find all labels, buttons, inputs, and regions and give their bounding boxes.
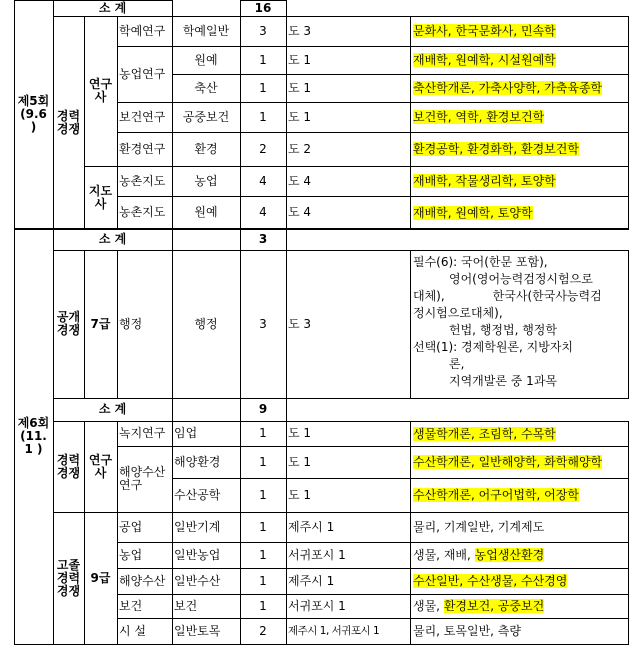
cell-r6-h-s3: [410, 568, 628, 594]
cell-r6-car-grade: [84, 421, 117, 512]
cell-text: 경력 경쟁: [56, 452, 81, 480]
subject-text: [413, 141, 579, 157]
cell-text: 해양환경: [174, 454, 221, 469]
cell-text: 소 계: [98, 402, 127, 416]
cell-r6-c-n2: [240, 446, 286, 478]
cell-text: 1: [259, 487, 267, 502]
cell-r5-l7: [286, 196, 410, 229]
cell-r5-n5: [240, 132, 286, 166]
cell-text: 3: [259, 316, 267, 331]
cell-r5-b3: [172, 74, 240, 102]
cell-text: 농업: [194, 173, 218, 188]
subject: 생물,: [413, 599, 444, 613]
subject-text: [413, 454, 602, 470]
subject: 생물, 재배,: [413, 548, 475, 562]
note-line: 영어(영어능력검정시험으로: [413, 272, 593, 286]
cell-text: 제주시 1: [288, 573, 335, 588]
cell-text: 공중보건: [182, 109, 230, 124]
cell-text: 보건: [119, 598, 143, 613]
cell-text: 경력 경쟁: [56, 108, 81, 136]
cell-r6-c-n1: [240, 421, 286, 446]
cell-text: 도 4: [288, 205, 312, 219]
cell-text: 도 1: [288, 454, 312, 469]
cell-r6-pub-grade: [84, 250, 117, 398]
cell-r6-sub2-label: [53, 398, 172, 421]
cell-r6-c-b1: [172, 421, 240, 446]
cell-r5-s3: [410, 74, 628, 102]
cell-r6-pub-n: [240, 250, 286, 398]
cell-r6-h-b2: [172, 542, 240, 568]
cell-text: 3: [258, 232, 268, 246]
cell-r6-h-b1: [172, 512, 240, 542]
cell-text: 일반토목: [174, 623, 221, 638]
cell-r6-h-l5: [286, 618, 410, 644]
cell-r5-n3: [240, 74, 286, 102]
cell-text: 1: [259, 598, 267, 613]
cell-text: 도 3: [288, 316, 312, 331]
cell-r5-a7: [117, 196, 172, 229]
cell-r6-h-l1: [286, 512, 410, 542]
cell-r6-pub-type: [53, 250, 84, 398]
cell-r6-h-n4: [240, 594, 286, 618]
cell-r6-c-b2: [172, 446, 240, 478]
cell-text: 축산: [194, 80, 218, 95]
highlighted-subject: 생물학개론, 조림학, 수목학: [413, 426, 556, 441]
cell-text: 1: [259, 52, 267, 67]
cell-text: 원예: [194, 205, 218, 219]
note-line: 헌법, 행정법, 행정학: [413, 323, 557, 337]
cell-text: 농업연구: [119, 66, 166, 81]
cell-r6-pub-a: [117, 250, 172, 398]
cell-r5-a5: [117, 132, 172, 166]
cell-r5-s2: [410, 46, 628, 74]
cell-text: 제주시 1, 서귀포시 1: [288, 624, 380, 637]
cell-r6-h-a3: [117, 568, 172, 594]
subject-text: [413, 487, 579, 503]
highlighted-subject: 환경공학, 환경화학, 환경보건학: [413, 142, 579, 156]
cell-text: 서귀포시 1: [288, 547, 346, 562]
cell-r6-h-a1: [117, 512, 172, 542]
subject-text: [413, 80, 602, 96]
cell-r6-pub-note: [410, 250, 628, 398]
cell-text: 16: [254, 0, 272, 15]
cell-r6-hs-grade: [84, 512, 117, 644]
highlighted-subject: 축산학개론, 가축사양학, 가축육종학: [413, 81, 603, 95]
highlighted-subject: 재배학, 작물생리학, 토양학: [413, 174, 556, 188]
cell-text: 도 1: [288, 52, 312, 67]
note-line: 선택(1): 경제학원론, 지방자치: [413, 340, 573, 354]
subject-text: [413, 426, 556, 442]
cell-text: 도 1: [288, 109, 312, 124]
cell-text: 해양수산: [119, 573, 166, 588]
cell-r6-h-n1: [240, 512, 286, 542]
cell-text: 2: [259, 623, 267, 638]
subject-text: [413, 547, 544, 563]
cell-r5-a4: [117, 102, 172, 132]
cell-text: 임업: [174, 426, 198, 440]
subject-text: [413, 173, 556, 189]
cell-r5-n7: [240, 196, 286, 229]
cell-text: 도 1: [288, 426, 312, 440]
cell-r5-round: [14, 0, 53, 229]
highlighted-subject: 수산일반, 수산생물, 수산경영: [413, 574, 568, 588]
subject-text: [413, 519, 544, 535]
cell-r5-b6: [172, 166, 240, 196]
cell-r5-s1: [410, 16, 628, 46]
cell-r6-h-b4: [172, 594, 240, 618]
cell-r6-c-s3: [410, 478, 628, 512]
cell-r5-b1: [172, 16, 240, 46]
cell-text: 도 1: [288, 487, 312, 502]
cell-r5-l2: [286, 46, 410, 74]
cell-r6-c-a2: [117, 446, 172, 512]
cell-text: 1: [259, 426, 267, 440]
cell-r6-h-s2: [410, 542, 628, 568]
cell-r6-h-l2: [286, 542, 410, 568]
cell-text: 공개 경쟁: [56, 310, 81, 337]
cell-r6-sub1-label: [53, 229, 172, 250]
cell-text: 보건: [174, 598, 198, 613]
cell-r6-c-n3: [240, 478, 286, 512]
cell-text: 지도 사: [88, 183, 113, 211]
subject-text: [413, 23, 556, 39]
cell-r5-sub-label: [53, 0, 172, 16]
cell-text: 1: [259, 80, 267, 95]
highlighted-subject: 수산학개론, 어구어법학, 어장학: [413, 488, 579, 502]
note-line: 정시험으로대체),: [413, 306, 503, 320]
subject-text: [413, 598, 544, 614]
cell-r6-round: [14, 229, 53, 644]
cell-text: 일반기계: [174, 519, 221, 534]
cell-r6-h-a4: [117, 594, 172, 618]
cell-text: 1: [259, 109, 267, 124]
highlighted-subject: 보건학, 역학, 환경보건학: [413, 110, 545, 124]
cell-text: 제주시 1: [288, 519, 335, 534]
subject-text: [413, 205, 533, 221]
cell-text: 소 계: [98, 0, 127, 15]
note-line: 론,: [413, 357, 465, 371]
cell-r5-l4: [286, 102, 410, 132]
cell-r6-h-n2: [240, 542, 286, 568]
cell-r6-c-l3: [286, 478, 410, 512]
subject-text: [413, 52, 556, 68]
cell-r6-c-l1: [286, 421, 410, 446]
cell-r5-l1: [286, 16, 410, 46]
cell-r5-b2: [172, 46, 240, 74]
cell-r6-h-n5: [240, 618, 286, 644]
cell-r5-sub-num: [240, 0, 286, 16]
cell-text: 수산공학: [174, 487, 221, 502]
cell-r5-type: [53, 16, 84, 229]
cell-r5-l5: [286, 132, 410, 166]
cell-r5-l6: [286, 166, 410, 196]
cell-text: 연구 사: [88, 452, 113, 480]
highlighted-subject: 문화사, 한국문화사, 민속학: [413, 24, 556, 38]
cell-r6-c-a1: [117, 421, 172, 446]
note-line: 필수(6): 국어(한문 포함),: [413, 255, 548, 269]
cell-r6-sub1-num: [240, 229, 286, 250]
cell-r5-b5: [172, 132, 240, 166]
cell-text: 농업: [119, 547, 143, 562]
cell-text: 9: [258, 402, 268, 416]
cell-text: 도 2: [288, 141, 312, 156]
cell-text: 녹지연구: [119, 426, 166, 440]
cell-text: 제6회 (11.1 ): [17, 416, 50, 456]
note-line: 대체), 한국사(한국사능력검: [413, 289, 602, 303]
cell-r5-g1: [84, 16, 117, 166]
cell-r6-car-type: [53, 421, 84, 512]
highlighted-subject: 재배학, 원예학, 시설원예학: [413, 53, 556, 67]
cell-r6-h-a2: [117, 542, 172, 568]
cell-r6-h-s1: [410, 512, 628, 542]
cell-text: 제5회 (9.6 ): [17, 94, 50, 134]
cell-text: 도 3: [288, 23, 312, 38]
cell-text: 9급: [90, 570, 111, 585]
highlighted-subject: 수산학개론, 일반해양학, 화학해양학: [413, 455, 603, 469]
cell-text: 1: [259, 519, 267, 534]
cell-text: 2: [259, 141, 267, 156]
cell-text: 시 설: [119, 623, 146, 638]
cell-r5-n4: [240, 102, 286, 132]
cell-text: 농촌지도: [119, 205, 166, 219]
cell-r5-s4: [410, 102, 628, 132]
highlighted-subject: 환경보건, 공중보건: [443, 599, 545, 613]
subject-text: [413, 109, 544, 125]
cell-r6-h-s4: [410, 594, 628, 618]
cell-text: 4: [259, 173, 267, 188]
cell-text: 농촌지도: [119, 173, 166, 188]
cell-r5-n2: [240, 46, 286, 74]
cell-text: 학예연구: [119, 23, 166, 38]
cell-r5-a2: [117, 46, 172, 102]
subject: 물리, 기계일반, 기계제도: [413, 520, 545, 534]
cell-text: 소 계: [98, 232, 127, 246]
cell-text: 보건연구: [119, 109, 166, 124]
cell-r6-sub2-num: [240, 398, 286, 421]
cell-text: 7급: [90, 316, 111, 331]
cell-text: 3: [259, 23, 267, 38]
cell-r5-b7: [172, 196, 240, 229]
subject: 물리, 토목일반, 측량: [413, 624, 521, 638]
cell-r6-h-s5: [410, 618, 628, 644]
cell-r6-c-s2: [410, 446, 628, 478]
cell-r6-h-n3: [240, 568, 286, 594]
cell-r6-h-b3: [172, 568, 240, 594]
cell-text: 환경: [194, 141, 218, 156]
cell-text: 행정: [194, 316, 218, 331]
cell-text: 1: [259, 454, 267, 469]
cell-r6-h-b5: [172, 618, 240, 644]
subject-text: [413, 623, 521, 639]
cell-text: 일반농업: [174, 547, 221, 562]
cell-text: 4: [259, 205, 267, 219]
cell-r6-pub-b: [172, 250, 240, 398]
cell-r5-b4: [172, 102, 240, 132]
cell-text: 연구 사: [88, 77, 113, 104]
cell-r5-n6: [240, 166, 286, 196]
cell-r5-s7: [410, 196, 628, 229]
cell-text: 도 1: [288, 80, 312, 95]
cell-text: 일반수산: [174, 573, 221, 588]
cell-r5-l3: [286, 74, 410, 102]
cell-text: 도 4: [288, 173, 312, 188]
cell-text: 원예: [194, 52, 218, 67]
cell-r6-h-a5: [117, 618, 172, 644]
highlighted-subject: 농업생산환경: [474, 548, 545, 562]
cell-r6-pub-l: [286, 250, 410, 398]
cell-r6-c-b3: [172, 478, 240, 512]
cell-r6-c-l2: [286, 446, 410, 478]
cell-r6-c-s1: [410, 421, 628, 446]
subject-text: [413, 573, 567, 589]
cell-r5-s6: [410, 166, 628, 196]
cell-text: 해양수산연구: [119, 465, 166, 492]
cell-text: 공업: [119, 519, 143, 534]
cell-r6-h-l3: [286, 568, 410, 594]
cell-r5-a1: [117, 16, 172, 46]
cell-r5-a6: [117, 166, 172, 196]
cell-r5-g2: [84, 166, 117, 229]
cell-text: 환경연구: [119, 141, 166, 156]
cell-r5-s5: [410, 132, 628, 166]
highlighted-subject: 재배학, 원예학, 토양학: [413, 205, 533, 220]
cell-text: 1: [259, 573, 267, 588]
cell-r6-h-l4: [286, 594, 410, 618]
cell-text: 행정: [119, 316, 143, 331]
cell-text: 1: [259, 547, 267, 562]
cell-r5-n1: [240, 16, 286, 46]
cell-r6-hs-type: [53, 512, 84, 644]
cell-text: 학예일반: [182, 23, 230, 38]
cell-text: 고졸 경력 경쟁: [56, 557, 81, 598]
note-line: 지역개발론 중 1과목: [413, 374, 558, 388]
cell-text: 서귀포시 1: [288, 598, 346, 613]
